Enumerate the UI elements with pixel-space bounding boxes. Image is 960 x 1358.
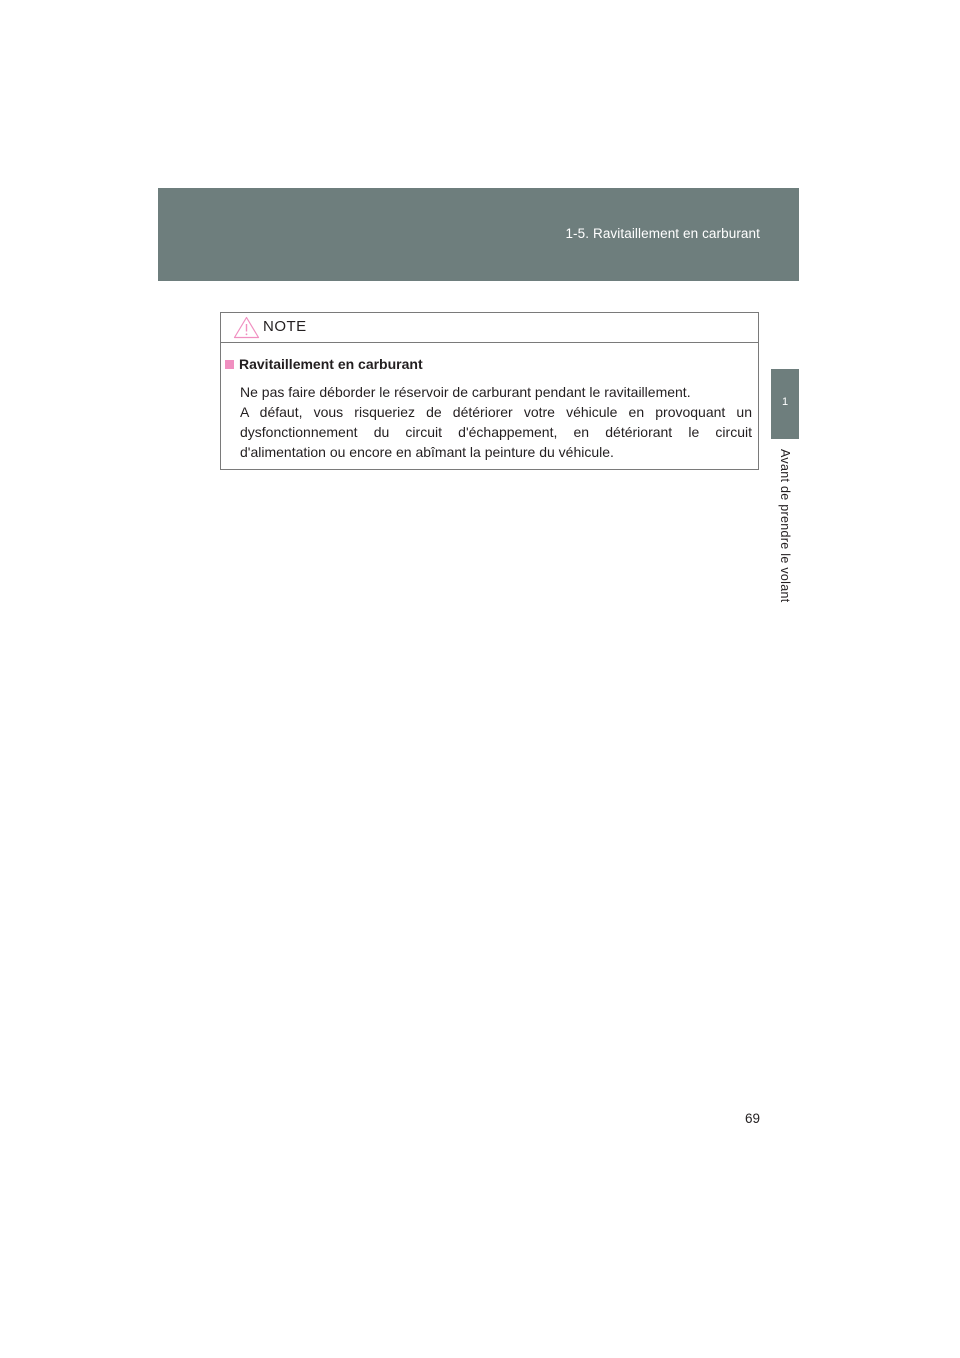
square-bullet-icon <box>225 360 234 369</box>
note-box <box>220 312 759 470</box>
page-number: 69 <box>745 1111 761 1126</box>
chapter-label: Avant de prendre le volant <box>778 449 792 603</box>
note-paragraphs <box>240 382 752 462</box>
note-label: NOTE <box>263 318 307 335</box>
warning-triangle-icon <box>233 316 260 339</box>
chapter-label-container <box>771 449 799 619</box>
section-title: 1-5. Ravitaillement en carburant <box>565 226 760 241</box>
header-band <box>158 188 799 281</box>
note-header <box>221 313 758 343</box>
note-paragraph-1: Ne pas faire déborder le réservoir de carburant pendant le ravitaillement. <box>240 384 691 400</box>
note-section-title: Ravitaillement en carburant <box>239 356 423 372</box>
chapter-tab <box>771 369 799 439</box>
note-body <box>221 343 758 462</box>
note-paragraph-2: A défaut, vous risqueriez de détériorer votre véhicule en provoquant un dysfonctionnement du circuit d'échappement, en détériorant le circuit d'alimentation ou encore en abîmant la peinture du véhicule. <box>240 404 752 460</box>
chapter-number: 1 <box>781 396 789 408</box>
note-section-heading <box>225 354 752 374</box>
